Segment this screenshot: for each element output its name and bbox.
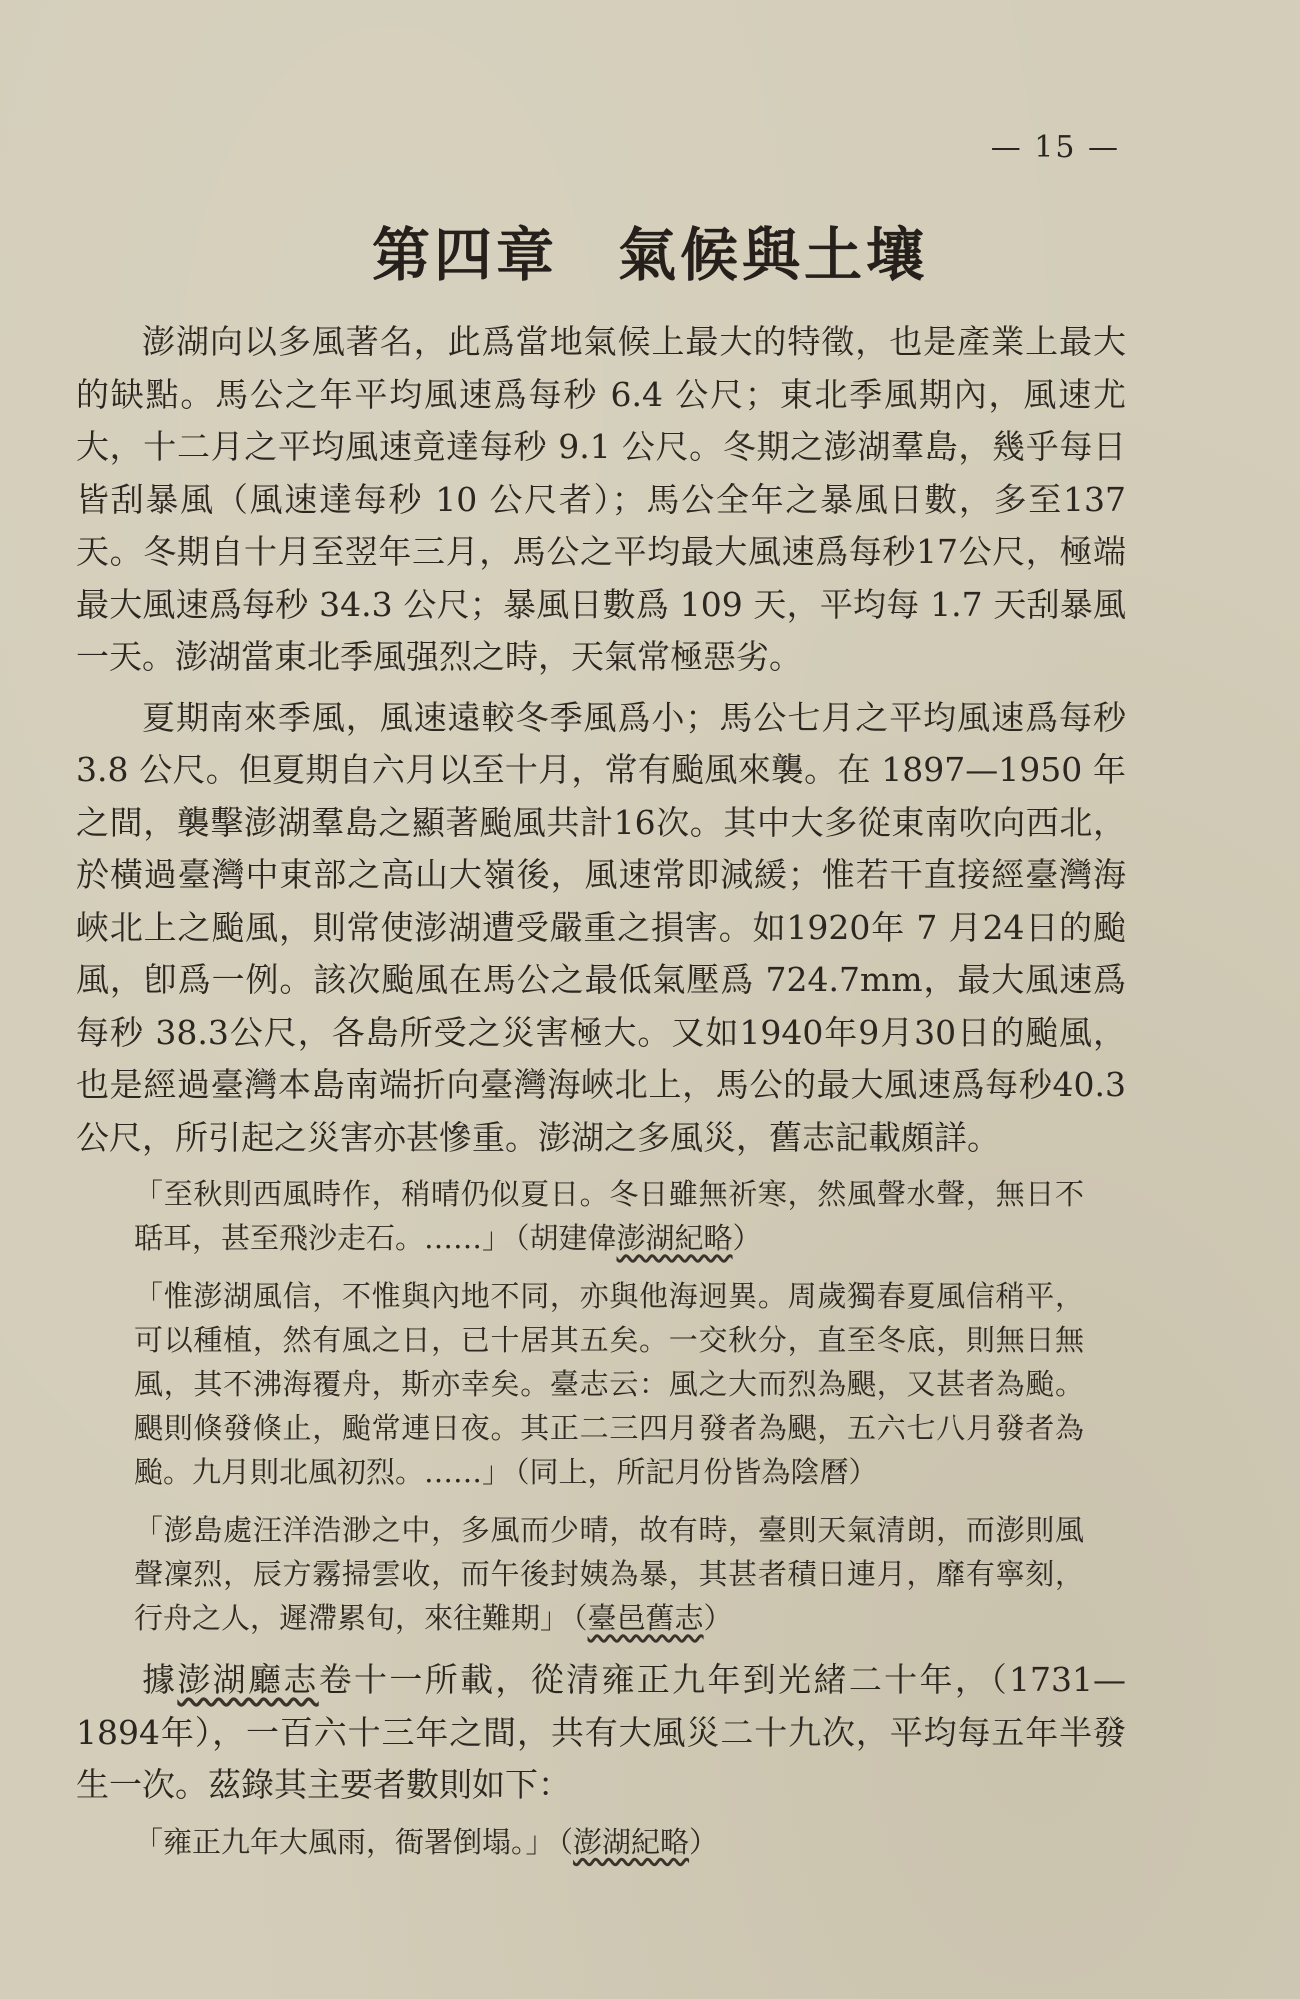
book-title: 澎湖紀略 bbox=[616, 1221, 733, 1255]
paragraph-winter-wind: 澎湖向以多風著名，此爲當地氣候上最大的特徵，也是產業上最大的缺點。馬公之年平均風速爲每秒 6.4 公尺；東北季風期內，風速尤大，十二月之平均風速竟達每秒 9.1 公尺。冬期之澎湖羣島，幾乎每日皆刮暴風（風速達每秒 10 公尺者）；馬公全年之暴風日數，多至137天。冬期自十月至翌年三月，馬公之平均最大風速爲每秒17公尺，極端最大風速爲每秒 34.3 公尺；暴風日數爲 109 天，平均每 1.7 天刮暴風一天。澎湖當東北季風强烈之時，天氣常極惡劣。 bbox=[76, 322, 1126, 676]
quote-source: （同上，所記月份皆為陰曆） bbox=[515, 1455, 878, 1489]
book-title: 澎湖紀略 bbox=[573, 1824, 690, 1859]
quote-yongzheng-storm bbox=[76, 1820, 1126, 1864]
quote-text: 「惟澎湖風信，不惟與內地不同，亦與他海迥異。周歲獨春夏風信稍平，可以種植，然有風之日，已十居其五矣。一交秋分，直至冬底，則無日無風，其不沸海覆舟，斯亦幸矣。臺志云：風之大而烈為颶，又甚者為颱。颶則倏發倏止，颱常連日夜。其正二三四月發者為颶，五六七八月發者為颱。九月則北風初烈。……」 bbox=[134, 1279, 1084, 1489]
chapter-name: 氣候與土壤 bbox=[618, 221, 929, 289]
quote-source: （胡建偉澎湖紀略） bbox=[515, 1221, 762, 1255]
paragraph-wind-disasters: 據澎湖廳志卷十一所載，從清雍正九年到光緒二十年，（1731—1894年），一百六十三年之間，共有大風災二十九次，平均每五年半發生一次。茲錄其主要者數則如下： bbox=[76, 1660, 1127, 1804]
chapter-body bbox=[76, 316, 1126, 1878]
quote-text: 「澎島處汪洋浩渺之中，多風而少晴，故有時，臺則天氣清朗，而澎則風聲凜烈，辰方霧掃雲收，而午後封姨為暴，其甚者積日連月，靡有寧刻，行舟之人，遲滯累旬，來往難期」 bbox=[134, 1513, 1084, 1635]
quote-text: 「雍正九年大風雨，衙署倒塌。」 bbox=[134, 1824, 555, 1859]
quote-hu-jianwei bbox=[76, 1172, 1126, 1260]
chapter-number: 第四章 bbox=[371, 221, 558, 289]
chapter-title bbox=[0, 208, 1300, 292]
quote-source: （臺邑舊志） bbox=[573, 1601, 733, 1635]
quote-penghu-wind bbox=[76, 1274, 1126, 1494]
book-title: 臺邑舊志 bbox=[587, 1601, 704, 1635]
book-title: 澎湖廳志 bbox=[177, 1660, 319, 1699]
quote-taiyi-old-record bbox=[76, 1508, 1126, 1640]
quote-source: （澎湖紀略） bbox=[558, 1824, 719, 1859]
page-number: — 15 — bbox=[990, 130, 1120, 165]
quote-text: 「至秋則西風時作，稍晴仍似夏日。冬日雖無祈寒，然風聲水聲，無日不聒耳，甚至飛沙走石。……」 bbox=[134, 1177, 1084, 1255]
paragraph-summer-typhoon: 夏期南來季風，風速遠較冬季風爲小；馬公七月之平均風速爲每秒 3.8 公尺。但夏期自六月以至十月，常有颱風來襲。在 1897—1950 年之間，襲擊澎湖羣島之顯著颱風共計16次。其中大多從東南吹向西北，於橫過臺灣中東部之高山大嶺後，風速常即減緩；惟若干直接經臺灣海峽北上之颱風，則常使澎湖遭受嚴重之損害。如1920年 7 月24日的颱風，卽爲一例。該次颱風在馬公之最低氣壓爲 724.7mm，最大風速爲每秒 38.3公尺，各島所受之災害極大。又如1940年9月30日的颱風，也是經過臺灣本島南端折向臺灣海峽北上，馬公的最大風速爲每秒40.3公尺，所引起之災害亦甚慘重。澎湖之多風災，舊志記載頗詳。 bbox=[76, 697, 1126, 1157]
